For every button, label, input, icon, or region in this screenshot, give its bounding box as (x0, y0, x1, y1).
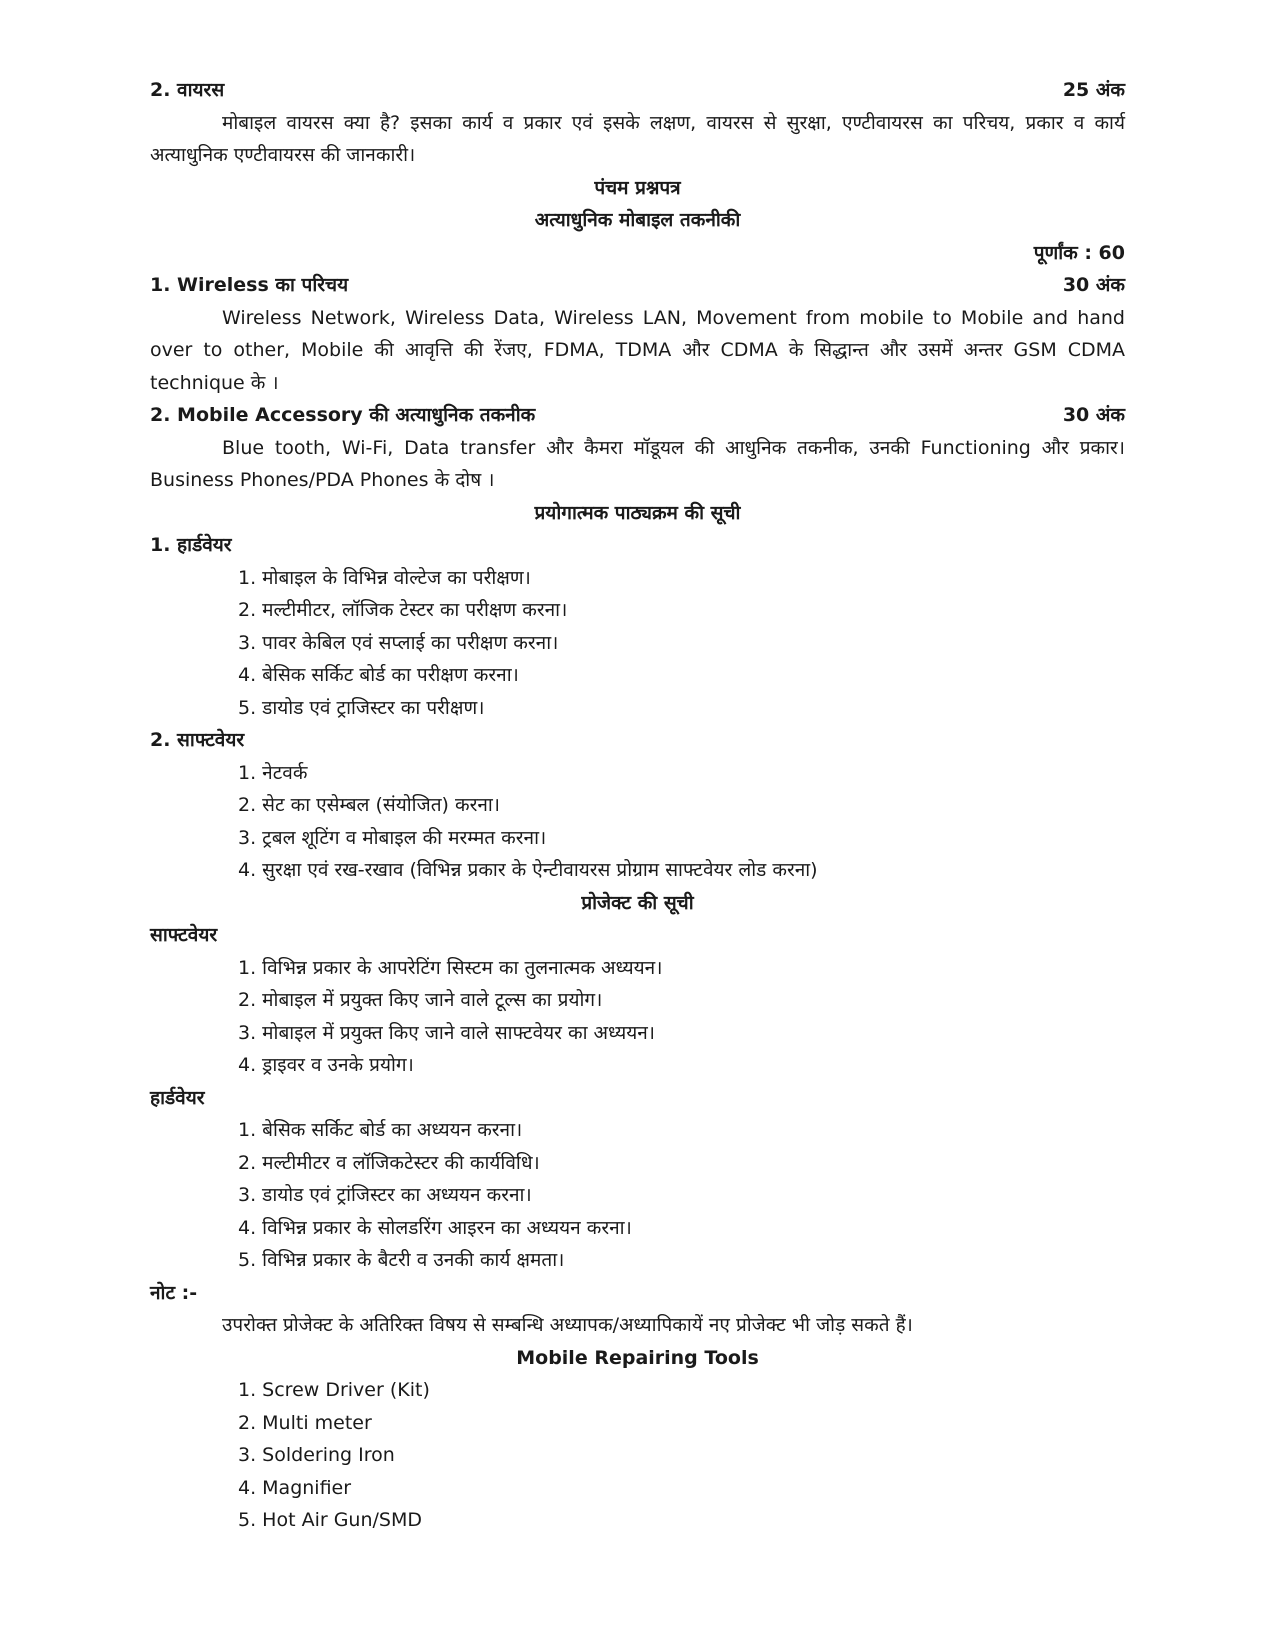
section-marks: 30 अंक (1062, 274, 1125, 296)
note-heading: नोट :- (150, 1281, 198, 1304)
projects-title: प्रोजेक्ट की सूची (581, 891, 694, 914)
section-virus-body: मोबाइल वायरस क्या है? इसका कार्य व प्रकार एवं इसके लक्षण, वायरस से सुरक्षा, एण्टीवायरस का परिचय, प्रकार व कार्य अत्याधुनिक एण्टीवायरस की जानकारी। (150, 111, 1125, 166)
list-item: 4. विभिन्न प्रकार के सोलडरिंग आइरन का अध्ययन करना। (238, 1216, 632, 1239)
list-item: 2. मल्टीमीटर, लॉजिक टेस्टर का परीक्षण करना। (238, 599, 568, 621)
paper-title: पंचम प्रश्नपत्र (594, 176, 681, 199)
practical-software-heading: 2. साफ्टवेयर (150, 729, 245, 751)
list-item: 1. मोबाइल के विभिन्न वोल्टेज का परीक्षण। (238, 566, 531, 589)
section-heading: 2. वायरस (150, 79, 225, 101)
practical-software-list (150, 757, 1125, 887)
paper-subtitle: अत्याधुनिक मोबाइल तकनीकी (534, 209, 741, 231)
tools-title: Mobile Repairing Tools (516, 1346, 759, 1369)
projects-hardware-list (150, 1114, 1125, 1277)
practical-hardware-list (150, 562, 1125, 725)
tools-list (150, 1374, 1125, 1537)
section-wireless-body: Wireless Network, Wireless Data, Wireless LAN, Movement from mobile to Mobile and hand over to other, Mobile की आवृत्ति की रेंजए, FDMA, TDMA और CDMA के सिद्धान्त और उसमें अन्तर GSM CDMA technique के । (150, 306, 1125, 394)
section-heading: 2. Mobile Accessory की अत्याधुनिक तकनीक (150, 404, 536, 426)
practical-hardware-heading: 1. हार्डवेयर (150, 534, 232, 556)
list-item: 3. मोबाइल में प्रयुक्त किए जाने वाले साफ्टवेयर का अध्ययन। (238, 1021, 655, 1044)
list-item: 4. बेसिक सर्किट बोर्ड का परीक्षण करना। (238, 664, 519, 686)
list-item: 1. Screw Driver (Kit) (238, 1379, 430, 1401)
projects-hardware-heading: हार्डवेयर (150, 1086, 205, 1109)
section-accessory-header (150, 399, 1125, 432)
list-item: 3. डायोड एवं ट्रांजिस्टर का अध्ययन करना। (238, 1184, 532, 1206)
list-item: 3. ट्रबल शूटिंग व मोबाइल की मरम्मत करना। (238, 826, 547, 849)
list-item: 2. मोबाइल में प्रयुक्त किए जाने वाले टूल्स का प्रयोग। (238, 989, 603, 1011)
practical-title: प्रयोगात्मक पाठ्यक्रम की सूची (534, 501, 741, 524)
note-text: उपरोक्त प्रोजेक्ट के अतिरिक्त विषय से सम्बन्धि अध्यापक/अध्यापिकायें नए प्रोजेक्ट भी जोड़ सकते हैं। (222, 1314, 913, 1336)
list-item: 2. सेट का एसेम्बल (संयोजित) करना। (238, 794, 501, 816)
section-accessory-body: Blue tooth, Wi-Fi, Data transfer और कैमरा मॉडूयल की आधुनिक तकनीक, उनकी Functioning और प्रकार। Business Phones/PDA Phones के दोष । (150, 436, 1125, 491)
section-wireless-header (150, 269, 1125, 302)
list-item: 2. मल्टीमीटर व लॉजिकटेस्टर की कार्यविधि। (238, 1151, 540, 1174)
projects-software-list (150, 952, 1125, 1082)
list-item: 5. डायोड एवं ट्राजिस्टर का परीक्षण। (238, 696, 485, 719)
list-item: 3. Soldering Iron (238, 1444, 395, 1466)
list-item: 4. ड्राइवर व उनके प्रयोग। (238, 1054, 414, 1076)
section-marks: 30 अंक (1062, 404, 1125, 426)
list-item: 1. विभिन्न प्रकार के आपरेटिंग सिस्टम का तुलनात्मक अध्ययन। (238, 956, 663, 979)
total-marks: पूर्णांक : 60 (1033, 241, 1125, 264)
list-item: 5. Hot Air Gun/SMD (238, 1509, 422, 1531)
list-item: 5. विभिन्न प्रकार के बैटरी व उनकी कार्य क्षमता। (238, 1249, 565, 1271)
list-item: 3. पावर केबिल एवं सप्लाई का परीक्षण करना। (238, 631, 559, 654)
list-item: 4. Magnifier (238, 1476, 352, 1499)
list-item: 1. नेटवर्क (238, 761, 308, 784)
list-item: 4. सुरक्षा एवं रख-रखाव (विभिन्न प्रकार के ऐन्टीवायरस प्रोग्राम साफ्टवेयर लोड करना) (238, 859, 818, 881)
section-heading: 1. Wireless का परिचय (150, 274, 349, 296)
list-item: 2. Multi meter (238, 1411, 372, 1434)
projects-software-heading: साफ्टवेयर (150, 924, 218, 946)
section-virus-header (150, 74, 1125, 107)
list-item: 1. बेसिक सर्किट बोर्ड का अध्ययन करना। (238, 1119, 523, 1141)
section-marks: 25 अंक (1062, 79, 1125, 101)
